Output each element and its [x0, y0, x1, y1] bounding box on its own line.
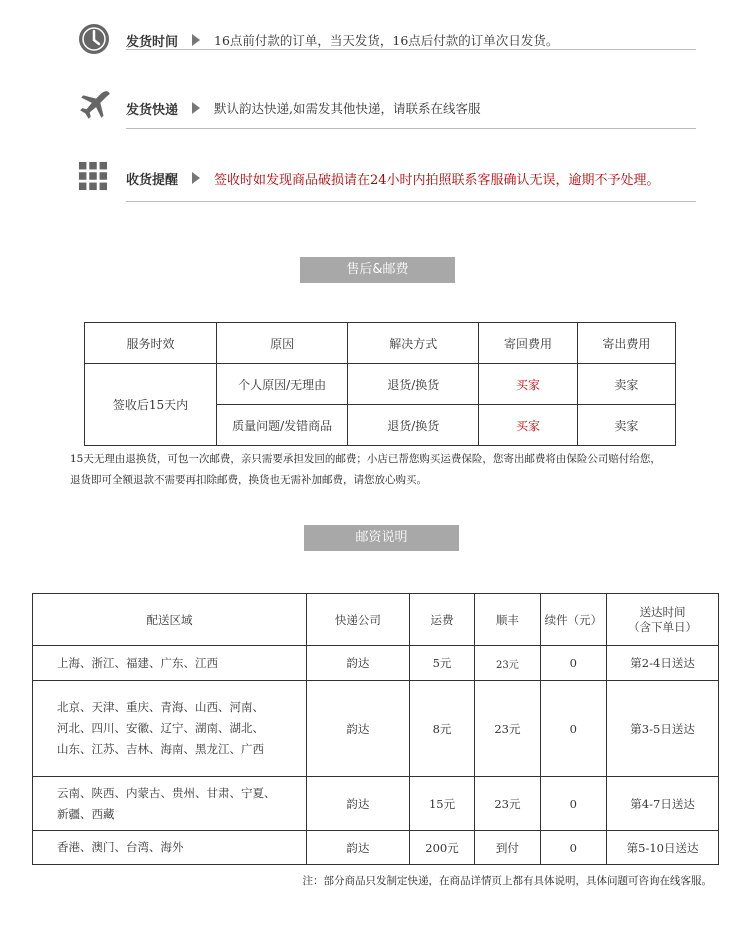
header-area: 配送区域 [33, 594, 307, 646]
sf-cell: 23元 [475, 646, 540, 681]
receipt-reminder-label: 收货提醒 [126, 173, 179, 188]
arrow-right-icon [192, 34, 200, 46]
header-extra: 续件（元） [540, 594, 607, 646]
header-fee: 运费 [409, 594, 474, 646]
courier-cell: 韵达 [307, 646, 410, 681]
extra-cell: 0 [540, 646, 607, 681]
divider [126, 128, 696, 129]
solution-cell: 退货/换货 [348, 364, 479, 405]
shipping-courier-text: 默认韵达快递,如需发其他快递，请联系在线客服 [214, 101, 481, 116]
header-reason: 原因 [217, 323, 348, 364]
time-cell: 第5-10日送达 [607, 831, 719, 865]
after-sales-note-1: 15天无理由退换货，可包一次邮费，亲只需要承担发回的邮费；小店已帮您购买运费保险，您寄出邮费将由保险公司赔付给您， [70, 453, 661, 465]
area-line: 新疆、西藏 [57, 806, 115, 821]
area-line: 河北、四川、安徽、辽宁、湖南、湖北、 [57, 721, 264, 735]
send-fee-cell: 卖家 [577, 405, 675, 446]
shipping-time-label: 发货时间 [126, 35, 179, 50]
sf-cell: 23元 [475, 777, 540, 831]
area-line: 北京、天津、重庆、青海、山西、河南、 [57, 700, 264, 714]
receipt-reminder-text: 签收时如发现商品破损请在24小时内拍照联系客服确认无误，逾期不予处理。 [214, 173, 660, 188]
shipping-time-text: 16点前付款的订单，当天发货，16点后付款的订单次日发货。 [214, 33, 559, 48]
sf-cell: 到付 [475, 831, 540, 865]
header-sf: 顺丰 [475, 594, 540, 646]
return-fee-cell: 买家 [479, 364, 577, 405]
fee-cell: 15元 [409, 777, 474, 831]
area-line: 上海、浙江、福建、广东、江西 [57, 655, 218, 670]
after-sales-table [84, 322, 676, 446]
extra-cell: 0 [540, 831, 607, 865]
shipping-time-row [0, 23, 750, 73]
after-sales-note-2: 退货即可全额退款不需要再扣除邮费，换货也无需补加邮费，请您放心购买。 [70, 474, 427, 486]
header-time [607, 594, 719, 646]
extra-cell: 0 [540, 777, 607, 831]
courier-cell: 韵达 [307, 831, 410, 865]
header-return-fee: 寄回费用 [479, 323, 577, 364]
period-cell: 签收后15天内 [85, 364, 217, 446]
table-row [33, 681, 719, 777]
time-cell: 第4-7日送达 [607, 777, 719, 831]
header-courier: 快递公司 [307, 594, 410, 646]
reason-cell: 个人原因/无理由 [217, 364, 348, 405]
table-row [33, 646, 719, 681]
fee-cell: 5元 [409, 646, 474, 681]
postage-footnote: 注：部分商品只发制定快递，在商品详情页上都有具体说明，具体问题可咨询在线客服。 [302, 875, 712, 887]
shipping-courier-label: 发货快递 [126, 103, 179, 118]
return-fee-cell: 买家 [479, 405, 577, 446]
divider [126, 201, 696, 202]
after-sales-title: 售后&邮费 [300, 257, 455, 283]
courier-cell: 韵达 [307, 777, 410, 831]
time-cell: 第2-4日送达 [607, 646, 719, 681]
table-header-row [33, 594, 719, 646]
area-cell [33, 646, 307, 681]
header-time-line1: 送达时间 [639, 604, 686, 619]
header-send-fee: 寄出费用 [577, 323, 675, 364]
fee-cell: 8元 [409, 681, 474, 777]
table-header-row [85, 323, 676, 364]
sf-cell: 23元 [475, 681, 540, 777]
arrow-right-icon [192, 172, 200, 184]
send-fee-cell: 卖家 [577, 364, 675, 405]
fee-cell: 200元 [409, 831, 474, 865]
area-cell [33, 831, 307, 865]
courier-cell: 韵达 [307, 681, 410, 777]
area-line: 山东、江苏、吉林、海南、黑龙江、广西 [57, 742, 264, 756]
arrow-right-icon [192, 102, 200, 114]
header-period: 服务时效 [85, 323, 217, 364]
area-line: 云南、陕西、内蒙古、贵州、甘肃、宁夏、 [57, 785, 276, 800]
area-cell [33, 777, 307, 831]
time-cell: 第3-5日送达 [607, 681, 719, 777]
extra-cell: 0 [540, 681, 607, 777]
solution-cell: 退货/换货 [348, 405, 479, 446]
table-row [33, 777, 719, 831]
postage-table [32, 593, 719, 865]
area-line: 香港、澳门、台湾、海外 [57, 840, 184, 854]
grid-icon [78, 161, 108, 191]
divider [126, 49, 696, 50]
table-row [85, 364, 676, 405]
postage-title: 邮资说明 [304, 525, 459, 551]
area-cell [33, 681, 307, 777]
receipt-reminder-row [0, 161, 750, 211]
table-row [33, 831, 719, 865]
clock-icon [78, 23, 110, 55]
header-solution: 解决方式 [348, 323, 479, 364]
airplane-icon [78, 89, 112, 123]
reason-cell: 质量问题/发错商品 [217, 405, 348, 446]
shipping-courier-row [0, 91, 750, 141]
header-time-line2: （含下单日） [628, 619, 698, 634]
